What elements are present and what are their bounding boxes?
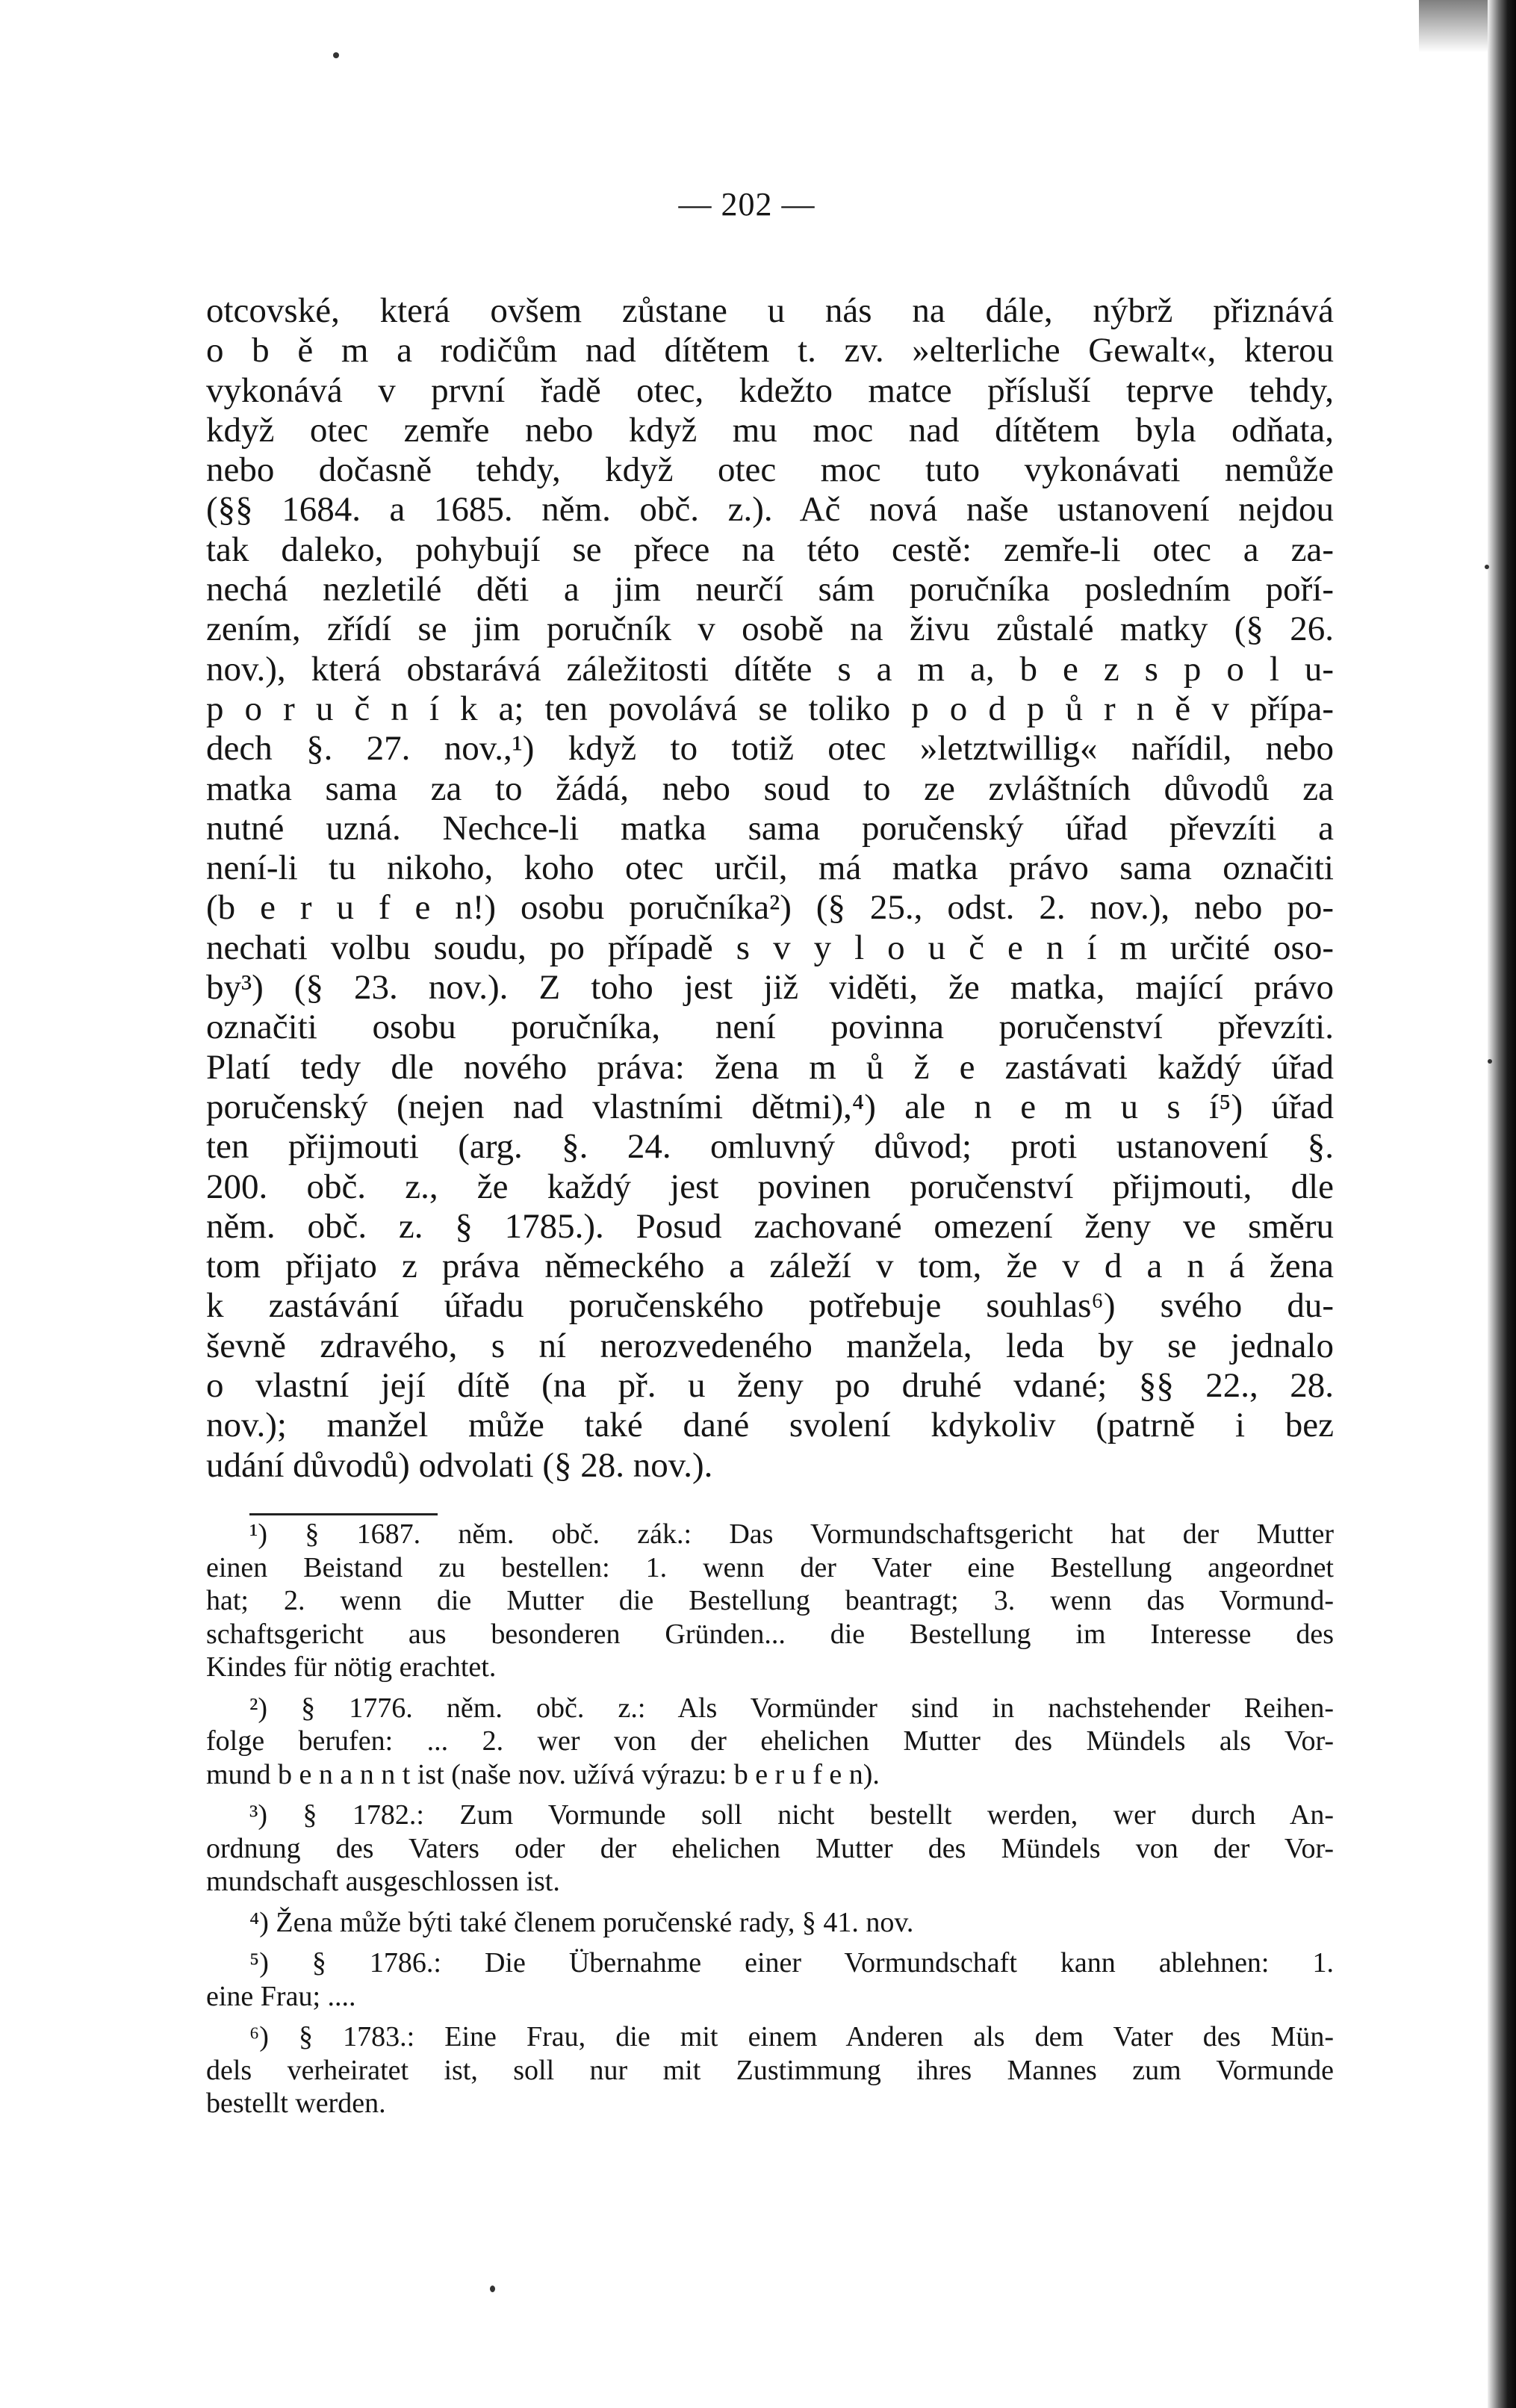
footnotes	[206, 1518, 1334, 2128]
paragraph-line: nebo dočasně tehdy, když otec moc tuto vykonávati nemůže	[206, 450, 1334, 490]
footnote-line: ⁴) Žena může býti také členem poručenské rady, § 41. nov.	[249, 1906, 914, 1938]
paragraph-line: ševně zdravého, s ní nerozvedeného manžela, leda by se jednalo	[206, 1326, 1334, 1365]
footnote	[206, 1518, 1334, 1684]
footnote	[206, 1906, 1334, 1940]
paragraph-line: nov.), která obstarává záležitosti dítěte s a m a, b e z s p o l u-	[206, 649, 1334, 689]
paragraph-line: tom přijato z práva německého a záleží v tom, že v d a n á žena	[206, 1247, 1334, 1286]
paragraph-line: matka sama za to žádá, nebo soud to ze zvláštních důvodů za	[206, 769, 1334, 808]
scan-binding-edge	[1488, 0, 1516, 2408]
main-paragraph	[206, 291, 1334, 1486]
paragraph-line: tak daleko, pohybují se přece na této cestě: zemře-li otec a za-	[206, 530, 1334, 569]
footnote-line: ¹) § 1687. něm. obč. zák.: Das Vormundschaftsgericht hat der Mutter	[249, 1518, 1334, 1550]
paragraph-line: o vlastní její dítě (na př. u ženy po druhé vdané; §§ 22., 28.	[206, 1366, 1334, 1406]
paragraph-line: zením, zřídí se jim poručník v osobě na živu zůstalé matky (§ 26.	[206, 609, 1334, 649]
paragraph-line: otcovské, která ovšem zůstane u nás na dále, nýbrž přiznává	[206, 291, 1334, 330]
paragraph-line: dech §. 27. nov.,¹) když to totiž otec »letztwillig« nařídil, nebo	[206, 729, 1334, 769]
paragraph-line: (§§ 1684. a 1685. něm. obč. z.). Ač nová naše ustanovení nejdou	[206, 490, 1334, 530]
footnote-line: schaftsgericht aus besonderen Gründen... die Bestellung im Interesse des	[206, 1618, 1334, 1650]
footnote-line: ³) § 1782.: Zum Vormunde soll nicht bestellt werden, wer durch An-	[249, 1799, 1334, 1831]
footnote-line: ⁵) § 1786.: Die Übernahme einer Vormundschaft kann ablehnen: 1.	[249, 1947, 1334, 1979]
footnote-line: folge berufen: ... 2. wer von der ehelichen Mutter des Mündels als Vor-	[206, 1725, 1334, 1757]
footnote-line: eine Frau; ....	[206, 1980, 356, 2012]
paragraph-line: (b e r u f e n!) osobu poručníka²) (§ 25., odst. 2. nov.), nebo po-	[206, 888, 1334, 928]
footnote	[206, 2020, 1334, 2120]
paragraph-line: 200. obč. z., že každý jest povinen poručenství přijmouti, dle	[206, 1167, 1334, 1206]
paragraph-line: k zastávání úřadu poručenského potřebuje souhlas⁶) svého du-	[206, 1286, 1334, 1326]
paragraph-line: o b ě m a rodičům nad dítětem t. zv. »elterliche Gewalt«, kterou	[206, 331, 1334, 370]
paragraph-line: označiti osobu poručníka, není povinna poručenství převzíti.	[206, 1008, 1334, 1047]
paragraph-line: nechá nezletilé děti a jim neurčí sám poručníka posledním poří-	[206, 570, 1334, 609]
paragraph-line: nechati volbu soudu, po případě s v y l o u č e n í m určité oso-	[206, 928, 1334, 967]
scan-speck	[490, 2286, 495, 2292]
footnote	[206, 1692, 1334, 1792]
paragraph-line: když otec zemře nebo když mu moc nad dítětem byla odňata,	[206, 410, 1334, 450]
paragraph-line: něm. obč. z. § 1785.). Posud zachované omezení ženy ve směru	[206, 1206, 1334, 1246]
footnote-line: ordnung des Vaters oder der ehelichen Mutter des Mündels von der Vor-	[206, 1832, 1334, 1864]
paragraph-line: poručenský (nejen nad vlastními dětmi),⁴) ale n e m u s í⁵) úřad	[206, 1087, 1334, 1126]
footnote-line: mund b e n a n n t ist (naše nov. užívá výrazu: b e r u f e n).	[206, 1758, 880, 1790]
paragraph-line: ten přijmouti (arg. §. 24. omluvný důvod; proti ustanovení §.	[206, 1127, 1334, 1167]
footnote-line: dels verheiratet ist, soll nur mit Zustimmung ihres Mannes zum Vormunde	[206, 2054, 1334, 2086]
scan-speck	[333, 52, 339, 58]
paragraph-line: p o r u č n í k a; ten povolává se toliko p o d p ů r n ě v přípa-	[206, 689, 1334, 728]
footnote-line: ⁶) § 1783.: Eine Frau, die mit einem Anderen als dem Vater des Mün-	[249, 2021, 1334, 2052]
paragraph-line: by³) (§ 23. nov.). Z toho jest již viděti, že matka, mající právo	[206, 968, 1334, 1008]
footnote-line: bestellt werden.	[206, 2088, 386, 2119]
page-number: — 202 —	[678, 186, 816, 223]
footnote-line: einen Beistand zu bestellen: 1. wenn der Vater eine Bestellung angeordnet	[206, 1551, 1334, 1583]
footnote-line: ²) § 1776. něm. obč. z.: Als Vormünder sind in nachstehender Reihen-	[249, 1692, 1334, 1724]
paragraph-line: vykonává v první řadě otec, kdežto matce přísluší teprve tehdy,	[206, 370, 1334, 410]
scan-speck	[1488, 1059, 1492, 1064]
footnote-separator	[249, 1513, 438, 1515]
footnote-line: hat; 2. wenn die Mutter die Bestellung beantragt; 3. wenn das Vormund-	[206, 1585, 1334, 1616]
footnote	[206, 1946, 1334, 2013]
paragraph-line: nutné uzná. Nechce-li matka sama poručenský úřad převzíti a	[206, 808, 1334, 848]
footnote-line: Kindes für nötig erachtet.	[206, 1651, 497, 1683]
paragraph-line: Platí tedy dle nového práva: žena m ů ž e zastávati každý úřad	[206, 1047, 1334, 1087]
footnote	[206, 1799, 1334, 1899]
scan-speck	[1485, 565, 1489, 569]
paragraph-line: udání důvodů) odvolati (§ 28. nov.).	[206, 1445, 713, 1485]
footnote-line: mundschaft ausgeschlossen ist.	[206, 1866, 560, 1897]
paragraph-line: nov.); manžel může také dané svolení kdykoliv (patrně i bez	[206, 1406, 1334, 1445]
paragraph-line: není-li tu nikoho, koho otec určil, má matka právo sama označiti	[206, 848, 1334, 888]
